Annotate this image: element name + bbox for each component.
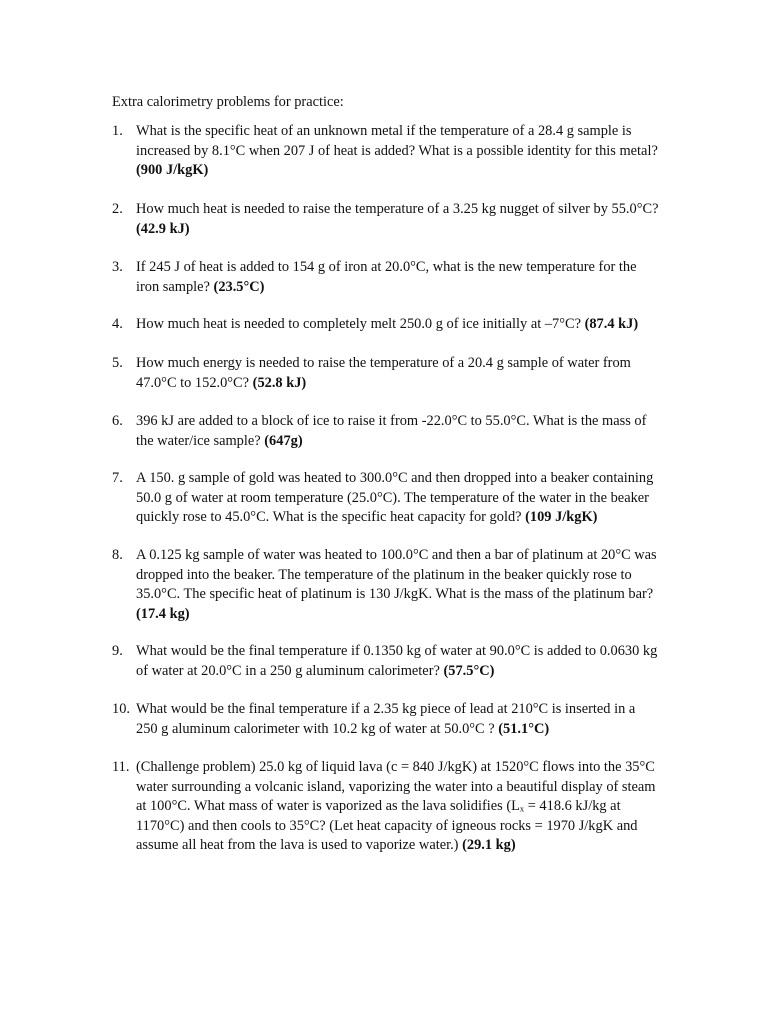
- problem-answer: (29.1 kg): [462, 837, 516, 854]
- problem-item-7: [112, 469, 692, 528]
- problem-line: A 150. g sample of gold was heated to 300.0°C and then dropped into a beaker containing: [136, 470, 654, 486]
- problem-number: 9.: [112, 643, 123, 659]
- problem-number: 2.: [112, 201, 123, 217]
- problem-line: [136, 220, 692, 240]
- problem-number: 6.: [112, 413, 123, 429]
- problem-answer: (109 J/kgK): [525, 509, 598, 526]
- problem-item-9: [112, 642, 692, 681]
- problem-text: [136, 642, 692, 681]
- problem-text: [136, 122, 692, 181]
- problem-answer: (23.5°C): [213, 278, 265, 295]
- problem-item-8: [112, 546, 692, 624]
- problem-line: of water at 20.0°C in a 250 g aluminum calorimeter? (57.5°C): [136, 662, 495, 679]
- problem-line: 250 g aluminum calorimeter with 10.2 kg of water at 50.0°C ? (51.1°C): [136, 720, 550, 737]
- problem-line: [136, 605, 692, 625]
- page-heading: Extra calorimetry problems for practice:: [112, 94, 344, 110]
- problem-item-11: [112, 758, 692, 856]
- problem-item-3: [112, 258, 692, 297]
- problem-item-5: [112, 354, 692, 393]
- problem-line: 47.0°C to 152.0°C? (52.8 kJ): [136, 374, 307, 391]
- problem-line: quickly rose to 45.0°C. What is the specific heat capacity for gold? (109 J/kgK): [136, 509, 598, 526]
- problem-number: 4.: [112, 316, 123, 332]
- problem-answer: (17.4 kg): [136, 605, 190, 622]
- problem-line: [136, 161, 692, 181]
- problem-item-1: [112, 122, 692, 181]
- problem-text: [136, 700, 692, 739]
- problem-line: A 0.125 kg sample of water was heated to 100.0°C and then a bar of platinum at 20°C was: [136, 547, 657, 563]
- problem-answer: (87.4 kJ): [584, 316, 639, 332]
- problem-text: [136, 546, 692, 624]
- problem-item-4: [112, 315, 692, 335]
- problem-text: [136, 200, 692, 239]
- problem-line: How much energy is needed to raise the temperature of a 20.4 g sample of water from: [136, 355, 631, 371]
- problem-line: What would be the final temperature if a 2.35 kg piece of lead at 210°C is inserted in a: [136, 701, 636, 717]
- problem-line: How much heat is needed to completely melt 250.0 g of ice initially at –7°C? (87.4 kJ): [136, 316, 639, 332]
- problem-line: 396 kJ are added to a block of ice to raise it from -22.0°C to 55.0°C. What is the mass of: [136, 413, 647, 429]
- problem-line: If 245 J of heat is added to 154 g of iron at 20.0°C, what is the new temperature for the: [136, 259, 637, 275]
- problem-text: [136, 758, 692, 856]
- problem-number: 7.: [112, 470, 123, 486]
- problem-number: 8.: [112, 547, 123, 563]
- problem-line: assume all heat from the lava is used to vaporize water.) (29.1 kg): [136, 837, 516, 854]
- problem-number: 1.: [112, 123, 123, 139]
- problem-text: [136, 354, 692, 393]
- problem-line: increased by 8.1°C when 207 J of heat is added? What is a possible identity for this metal?: [136, 142, 658, 159]
- problem-line: What is the specific heat of an unknown metal if the temperature of a 28.4 g sample is: [136, 123, 632, 139]
- problem-text: [136, 412, 692, 451]
- problem-text: [136, 469, 692, 528]
- problem-answer: (57.5°C): [443, 662, 495, 679]
- problem-answer: (52.8 kJ): [252, 374, 307, 391]
- problem-line: the water/ice sample? (647g): [136, 432, 303, 449]
- problem-line: (Challenge problem) 25.0 kg of liquid lava (c = 840 J/kgK) at 1520°C flows into the 35°C: [136, 759, 655, 775]
- problem-line: 35.0°C. The specific heat of platinum is 130 J/kgK. What is the mass of the platinum bar?: [136, 586, 654, 603]
- problem-number: 5.: [112, 355, 123, 371]
- problem-number: 11.: [112, 759, 130, 775]
- problem-line: water surrounding a volcanic island, vaporizing the water into a beautiful display of steam: [136, 778, 656, 795]
- problem-line: dropped into the beaker. The temperature of the platinum in the beaker quickly rose to: [136, 566, 632, 583]
- problem-answer: (647g): [264, 432, 303, 449]
- problem-line: What would be the final temperature if 0.1350 kg of water at 90.0°C is added to 0.0630 kg: [136, 643, 658, 659]
- problem-item-2: [112, 200, 692, 239]
- problem-line: 50.0 g of water at room temperature (25.0°C). The temperature of the water in the beaker: [136, 489, 649, 506]
- problem-text: [136, 258, 692, 297]
- problem-item-10: [112, 700, 692, 739]
- problem-item-6: [112, 412, 692, 451]
- problem-number: 10.: [112, 701, 130, 717]
- problem-answer: (42.9 kJ): [136, 220, 190, 237]
- problem-answer: (51.1°C): [498, 720, 550, 737]
- problem-number: 3.: [112, 259, 123, 275]
- problem-line: 1170°C) and then cools to 35°C? (Let heat capacity of igneous rocks = 1970 J/kgK and: [136, 817, 638, 834]
- problem-line: at 100°C. What mass of water is vaporized as the lava solidifies (Lₓ = 418.6 kJ/kg at: [136, 798, 621, 815]
- problem-answer: (900 J/kgK): [136, 162, 209, 179]
- problem-line: How much heat is needed to raise the temperature of a 3.25 kg nugget of silver by 55.0°C?: [136, 201, 659, 217]
- problem-text: [136, 315, 692, 335]
- problem-line: iron sample? (23.5°C): [136, 278, 265, 295]
